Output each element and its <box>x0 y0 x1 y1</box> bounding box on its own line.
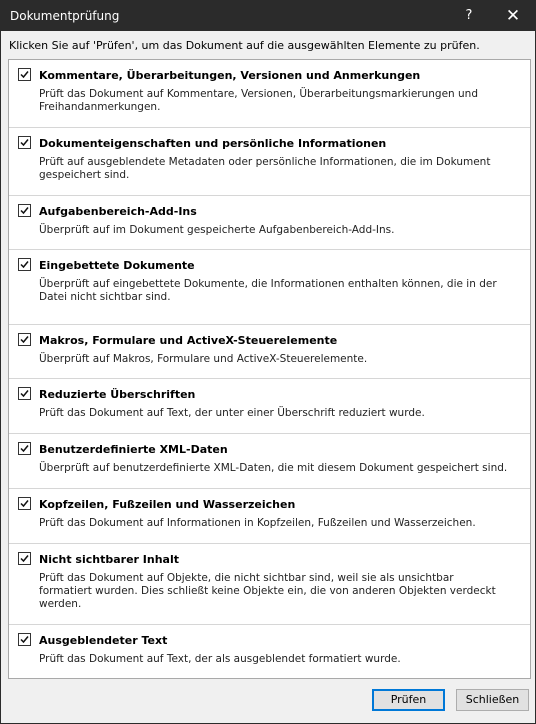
list-item <box>9 60 530 128</box>
checkbox-properties[interactable] <box>18 136 31 149</box>
item-description: Prüft das Dokument auf Informationen in Kopfzeilen, Fußzeilen und Wasserzeichen. <box>39 517 476 529</box>
inspection-list[interactable] <box>8 59 531 679</box>
item-description: Überprüft auf benutzerdefinierte XML-Daten, die mit diesem Dokument gespeichert sind. <box>39 462 508 474</box>
item-title: Eingebettete Dokumente <box>39 259 195 272</box>
item-description: Prüft das Dokument auf Objekte, die nicht sichtbar sind, weil sie als unsichtbar formatiert wurden. Dies schließt keine Objekte ein, die von anderen Objekten verdeckt werden. <box>39 572 496 610</box>
list-item <box>9 128 530 196</box>
list-item <box>9 489 530 544</box>
list-item <box>9 625 530 678</box>
help-button[interactable]: ? <box>465 8 473 23</box>
checkmark-icon <box>20 260 29 269</box>
checkmark-icon <box>20 635 29 644</box>
item-title: Nicht sichtbarer Inhalt <box>39 553 179 566</box>
item-title: Makros, Formulare und ActiveX-Steuerelemente <box>39 334 338 347</box>
checkbox-comments[interactable] <box>18 68 31 81</box>
item-title: Aufgabenbereich-Add-Ins <box>39 205 197 218</box>
item-title: Benutzerdefinierte XML-Daten <box>39 443 228 456</box>
checkmark-icon <box>20 444 29 453</box>
item-description: Überprüft auf Makros, Formulare und ActiveX-Steuerelemente. <box>39 353 368 365</box>
close-icon[interactable]: ✕ <box>505 6 521 26</box>
checkbox-headers-footers[interactable] <box>18 497 31 510</box>
item-title: Kommentare, Überarbeitungen, Versionen und Anmerkungen <box>39 69 421 82</box>
checkmark-icon <box>20 554 29 563</box>
checkmark-icon <box>20 389 29 398</box>
inspect-button[interactable]: Prüfen <box>372 689 445 711</box>
list-item <box>9 250 530 325</box>
item-title: Ausgeblendeter Text <box>39 634 168 647</box>
checkbox-addins[interactable] <box>18 204 31 217</box>
title-bar <box>1 1 535 31</box>
checkmark-icon <box>20 70 29 79</box>
item-description: Überprüft auf im Dokument gespeicherte Aufgabenbereich-Add-Ins. <box>39 224 395 236</box>
checkmark-icon <box>20 499 29 508</box>
item-description: Prüft das Dokument auf Text, der unter einer Überschrift reduziert wurde. <box>39 407 425 419</box>
list-item <box>9 379 530 434</box>
instruction-text: Klicken Sie auf 'Prüfen', um das Dokument auf die ausgewählten Elemente zu prüfen. <box>9 39 480 52</box>
item-description: Prüft das Dokument auf Kommentare, Versionen, Überarbeitungsmarkierungen und Freihandanmerkungen. <box>39 88 479 113</box>
item-title: Kopfzeilen, Fußzeilen und Wasserzeichen <box>39 498 296 511</box>
item-title: Dokumenteigenschaften und persönliche Informationen <box>39 137 387 150</box>
checkbox-macros[interactable] <box>18 333 31 346</box>
item-title: Reduzierte Überschriften <box>39 388 196 401</box>
checkbox-hidden-text[interactable] <box>18 633 31 646</box>
item-description: Prüft auf ausgeblendete Metadaten oder persönliche Informationen, die im Dokument gespeichert sind. <box>39 156 491 181</box>
item-description: Prüft das Dokument auf Text, der als ausgeblendet formatiert wurde. <box>39 653 401 665</box>
checkmark-icon <box>20 206 29 215</box>
close-button[interactable]: Schließen <box>456 689 529 711</box>
list-item <box>9 434 530 489</box>
checkbox-custom-xml[interactable] <box>18 442 31 455</box>
list-item <box>9 325 530 379</box>
checkbox-invisible-content[interactable] <box>18 552 31 565</box>
item-description: Überprüft auf eingebettete Dokumente, die Informationen enthalten können, die in der Datei nicht sichtbar sind. <box>39 278 497 303</box>
checkbox-collapsed-headings[interactable] <box>18 387 31 400</box>
list-item <box>9 196 530 250</box>
dialog-title: Dokumentprüfung <box>10 9 120 23</box>
checkbox-embedded[interactable] <box>18 258 31 271</box>
list-item <box>9 544 530 625</box>
checkmark-icon <box>20 138 29 147</box>
checkmark-icon <box>20 335 29 344</box>
